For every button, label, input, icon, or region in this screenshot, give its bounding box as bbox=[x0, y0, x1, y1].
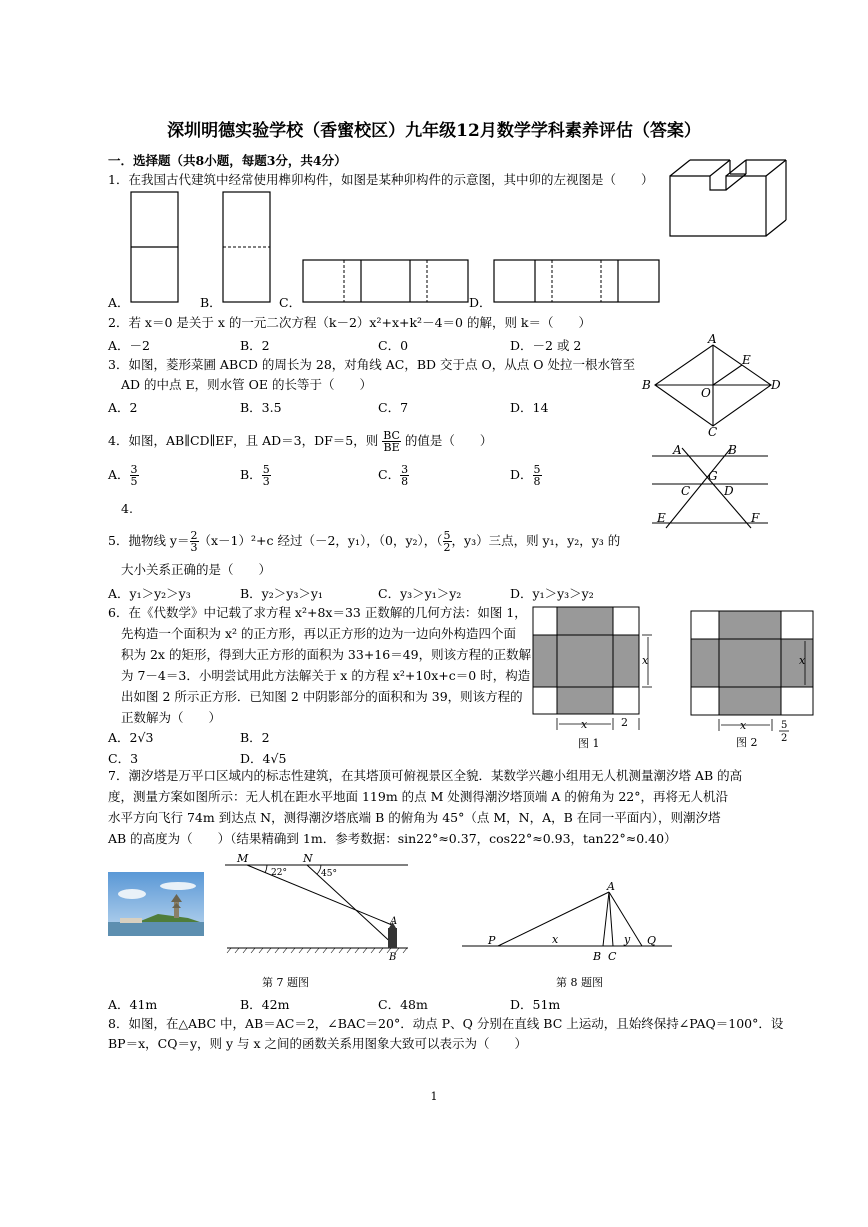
q4-text-pre: 4．如图，AB∥CD∥EF，且 AD＝3，DF＝5，则 bbox=[108, 433, 379, 448]
q6-fig1-x-vertical: x bbox=[642, 654, 649, 667]
q6-fig2-side-num: 5 bbox=[781, 720, 788, 731]
q7-option-d: D．51m bbox=[510, 997, 561, 1012]
q5-option-a: A．y₁＞y₂＞y₃ bbox=[108, 586, 191, 601]
q8-label-b: B bbox=[593, 950, 602, 963]
q6-option-d: D．4√5 bbox=[240, 751, 287, 766]
q1-option-b-figure bbox=[222, 191, 272, 304]
q8-figure-caption: 第 8 题图 bbox=[556, 976, 603, 989]
q7-angle-22: 22° bbox=[271, 868, 287, 878]
q1-option-c-figure bbox=[302, 259, 470, 304]
q6-fig2-caption: 图 2 bbox=[736, 736, 758, 749]
q1-option-c: C． bbox=[279, 295, 302, 310]
q6-figure-2 bbox=[690, 610, 820, 752]
q6-text-line5: 出如图 2 所示正方形．已知图 2 中阴影部分的面积和为 39，则该方程的 bbox=[121, 689, 523, 704]
q3-text-line1: 3．如图，菱形菜圃 ABCD 的周长为 28，对角线 AC，BD 交于点 O，从点 O 处拉一根水管至 bbox=[108, 357, 635, 372]
q8-label-c: C bbox=[608, 950, 617, 963]
q2-option-b: B．2 bbox=[240, 338, 270, 353]
q4-ratio-fraction: $\frac{BC}{BE}$ bbox=[383, 429, 400, 454]
q2-option-a: A．－2 bbox=[108, 338, 150, 353]
q5-text-line1: 5．抛物线 y＝ $\frac{2}{3}$ （x－1）²+c 经过（－2，y₁），（0，y₂），（ $\frac{5}{2}$ ，y₃）三点，则 y₁，y₂，y₃ 的 bbox=[108, 529, 621, 554]
q8-text-line1: 8．如图，在△ABC 中，AB＝AC＝2，∠BAC＝20°．动点 P、Q 分别在直线 BC 上运动，且始终保持∠PAQ＝100°．设 bbox=[108, 1016, 784, 1031]
q8-text-line2: BP＝x，CQ＝y，则 y 与 x 之间的函数关系用图象大致可以表示为（ ） bbox=[108, 1036, 528, 1051]
q8-triangle-diagram bbox=[462, 880, 674, 966]
q6-text-line1: 6．在《代数学》中记载了求方程 x²+8x＝33 正数解的几何方法：如图 1， bbox=[108, 605, 527, 620]
q3-label-d: D bbox=[771, 378, 781, 392]
q4-label-f: F bbox=[751, 511, 760, 525]
q7-option-b: B．42m bbox=[240, 997, 290, 1012]
q4-label-b: B bbox=[728, 443, 737, 457]
q1-option-b: B． bbox=[200, 295, 222, 310]
q3-rhombus-figure bbox=[640, 332, 790, 439]
q6-fig1-caption: 图 1 bbox=[578, 737, 600, 750]
q6-option-a: A．2√3 bbox=[108, 730, 154, 745]
q8-label-a: A bbox=[607, 880, 615, 893]
q7-label-m: M bbox=[237, 852, 249, 865]
q4-option-b: B． $\frac{5}{3}$ bbox=[240, 463, 270, 488]
q1-text: 1．在我国古代建筑中经常使用榫卯构件，如图是某种卯构件的示意图，其中卯的左视图是（ ） bbox=[108, 172, 654, 187]
q5-option-c: C．y₃＞y₁＞y₂ bbox=[378, 586, 462, 601]
q3-label-e: E bbox=[742, 353, 751, 367]
q1-option-a-figure bbox=[130, 191, 180, 304]
q2-option-c: C．0 bbox=[378, 338, 409, 353]
q4-parallel-lines-figure bbox=[648, 440, 773, 530]
page-title: 深圳明德实验学校（香蜜校区）九年级12月数学学科素养评估（答案） bbox=[167, 121, 701, 141]
q6-text-line3: 积为 2x 的矩形，得到大正方形的面积为 33+16＝49，则该方程的正数解 bbox=[121, 647, 532, 662]
q7-text-line1: 7．潮汐塔是万平口区域内的标志性建筑，在其塔顶可俯视景区全貌．某数学兴趣小组用无人机测量潮汐塔 AB 的高 bbox=[108, 768, 743, 783]
q6-text-line2: 先构造一个面积为 x² 的正方形，再以正方形的边为一边向外构造四个面 bbox=[121, 626, 517, 641]
q4-text bbox=[108, 430, 492, 453]
q8-label-x: x bbox=[552, 933, 559, 946]
q3-label-o: O bbox=[701, 386, 711, 400]
q3-option-d: D．14 bbox=[510, 400, 549, 415]
q5-point-fraction: $\frac{5}{2}$ bbox=[443, 529, 451, 554]
q4-label-d: D bbox=[724, 484, 734, 498]
q3-label-a: A bbox=[708, 332, 717, 346]
q2-option-d: D．－2 或 2 bbox=[510, 338, 582, 353]
q5-text-line2: 大小关系正确的是（ ） bbox=[121, 562, 272, 577]
q1-option-d-figure bbox=[493, 259, 661, 304]
q1-mortise-3d-figure bbox=[668, 156, 792, 238]
q7-option-c: C．48m bbox=[378, 997, 428, 1012]
q7-label-n: N bbox=[303, 852, 313, 865]
q4-stray-number: 4. bbox=[121, 501, 133, 516]
q1-option-a: A． bbox=[108, 295, 130, 310]
q7-drone-diagram bbox=[225, 852, 410, 970]
q3-option-b: B．3.5 bbox=[240, 400, 282, 415]
q5-coef-fraction: $\frac{2}{3}$ bbox=[190, 529, 198, 554]
q6-fig2-side-den: 2 bbox=[781, 733, 788, 744]
page-number: 1 bbox=[430, 1090, 438, 1103]
q3-label-c: C bbox=[708, 425, 718, 439]
q6-option-b: B．2 bbox=[240, 730, 270, 745]
q8-label-q: Q bbox=[647, 934, 657, 947]
q7-angle-45: 45° bbox=[321, 869, 337, 879]
q2-text: 2．若 x＝0 是关于 x 的一元二次方程（k－2）x²+x+k²－4＝0 的解，则 k＝（ ） bbox=[108, 315, 591, 330]
q7-text-line2: 度，测量方案如图所示：无人机在距水平地面 119m 的点 M 处测得潮汐塔顶端 A 的俯角为 22°，再将无人机沿 bbox=[108, 789, 729, 804]
q6-fig2-x-vertical: x bbox=[799, 654, 806, 667]
section-heading: 一．选择题（共8小题，每题3分，共4分） bbox=[108, 153, 347, 168]
q3-text-line2: AD 的中点 E，则水管 OE 的长等于（ ） bbox=[121, 377, 372, 392]
q6-text-line6: 正数解为（ ） bbox=[121, 710, 222, 725]
q5-option-b: B．y₂＞y₃＞y₁ bbox=[240, 586, 323, 601]
q7-figure-caption: 第 7 题图 bbox=[262, 976, 309, 989]
q4-label-c: C bbox=[681, 484, 691, 498]
q8-label-y: y bbox=[624, 933, 631, 946]
q4-label-e: E bbox=[657, 511, 666, 525]
q4-label-a: A bbox=[673, 443, 682, 457]
q5-option-d: D．y₁＞y₃＞y₂ bbox=[510, 586, 594, 601]
q4-option-a: A． $\frac{3}{5}$ bbox=[108, 463, 138, 488]
q6-fig1-x-horizontal: x bbox=[581, 718, 588, 731]
q7-text-line3: 水平方向飞行 74m 到达点 N，测得潮汐塔底端 B 的俯角为 45°（点 M，N，A，B 在同一平面内），则潮汐塔 bbox=[108, 810, 721, 825]
q6-text-line4: 为 7－4＝3．小明尝试用此方法解关于 x 的方程 x²+10x+c＝0 时，构造 bbox=[121, 668, 531, 683]
q1-option-d: D． bbox=[469, 295, 492, 310]
q6-fig2-x-horizontal: x bbox=[740, 719, 747, 732]
q6-fig1-side-2: 2 bbox=[621, 716, 628, 729]
q4-label-g: G bbox=[708, 469, 718, 483]
q3-option-c: C．7 bbox=[378, 400, 409, 415]
q7-option-a: A．41m bbox=[108, 997, 158, 1012]
q4-option-c: C． $\frac{3}{8}$ bbox=[378, 463, 409, 488]
q4-text-post: 的值是（ ） bbox=[404, 433, 493, 448]
q8-label-p: P bbox=[488, 934, 496, 947]
q6-option-c: C．3 bbox=[108, 751, 139, 766]
q4-option-d: D． $\frac{5}{8}$ bbox=[510, 463, 541, 488]
q7-tower-photo bbox=[108, 872, 204, 936]
q6-figure-1 bbox=[532, 606, 662, 754]
q7-text-line4: AB 的高度为（ ）（结果精确到 1m．参考数据：sin22°≈0.37，cos22°≈0.93，tan22°≈0.40） bbox=[108, 831, 677, 846]
q3-option-a: A．2 bbox=[108, 400, 138, 415]
q3-label-b: B bbox=[642, 378, 651, 392]
q7-label-a: A bbox=[390, 916, 398, 927]
q7-label-b: B bbox=[389, 952, 397, 963]
